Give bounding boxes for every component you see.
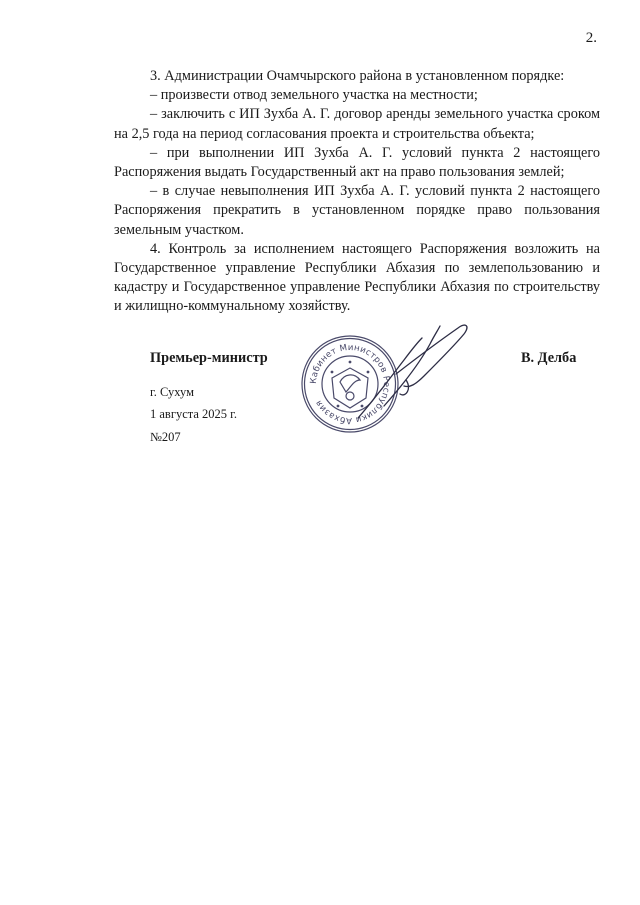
place: г. Сухум — [150, 385, 195, 399]
document-number: №207 — [150, 430, 181, 444]
paragraph-3-item-1: – произвести отвод земельного участка на местности; — [150, 87, 478, 104]
signatory-name: В. Делба — [521, 350, 577, 366]
seal-text: Кабинет Министров Республики Абхазия — [308, 342, 392, 426]
seal-stamp — [288, 318, 473, 453]
paragraph-3-heading: 3. Администрации Очамчырского района в установленном порядке: — [150, 68, 565, 84]
paragraph-3-item-2: – заключить с ИП Зухба А. Г. договор аренды земельного участка сроком на 2,5 года на период согласования проекта и строительства объекта; — [114, 106, 600, 142]
signatory-title: Премьер-министр — [150, 350, 268, 366]
paragraph-3-item-3: – при выполнении ИП Зухба А. Г. условий пункта 2 настоящего Распоряжения выдать Государственный акт на право пользования землей; — [114, 144, 600, 181]
date: 1 августа 2025 г. — [150, 407, 238, 421]
document-body — [114, 67, 600, 317]
page-number: 2. — [585, 30, 597, 46]
paragraph-3-item-4: – в случае невыполнения ИП Зухба А. Г. условий пункта 2 настоящего Распоряжения прекратить в установленном порядке право пользования земельным участком. — [114, 183, 600, 238]
paragraph-4: 4. Контроль за исполнением настоящего Распоряжения возложить на Государственное управление Республики Абхазия по землепользованию и кадастру и Государственное управление Республики Абхазия по строительству и жилищно-коммунальному хозяйству. — [114, 240, 600, 315]
